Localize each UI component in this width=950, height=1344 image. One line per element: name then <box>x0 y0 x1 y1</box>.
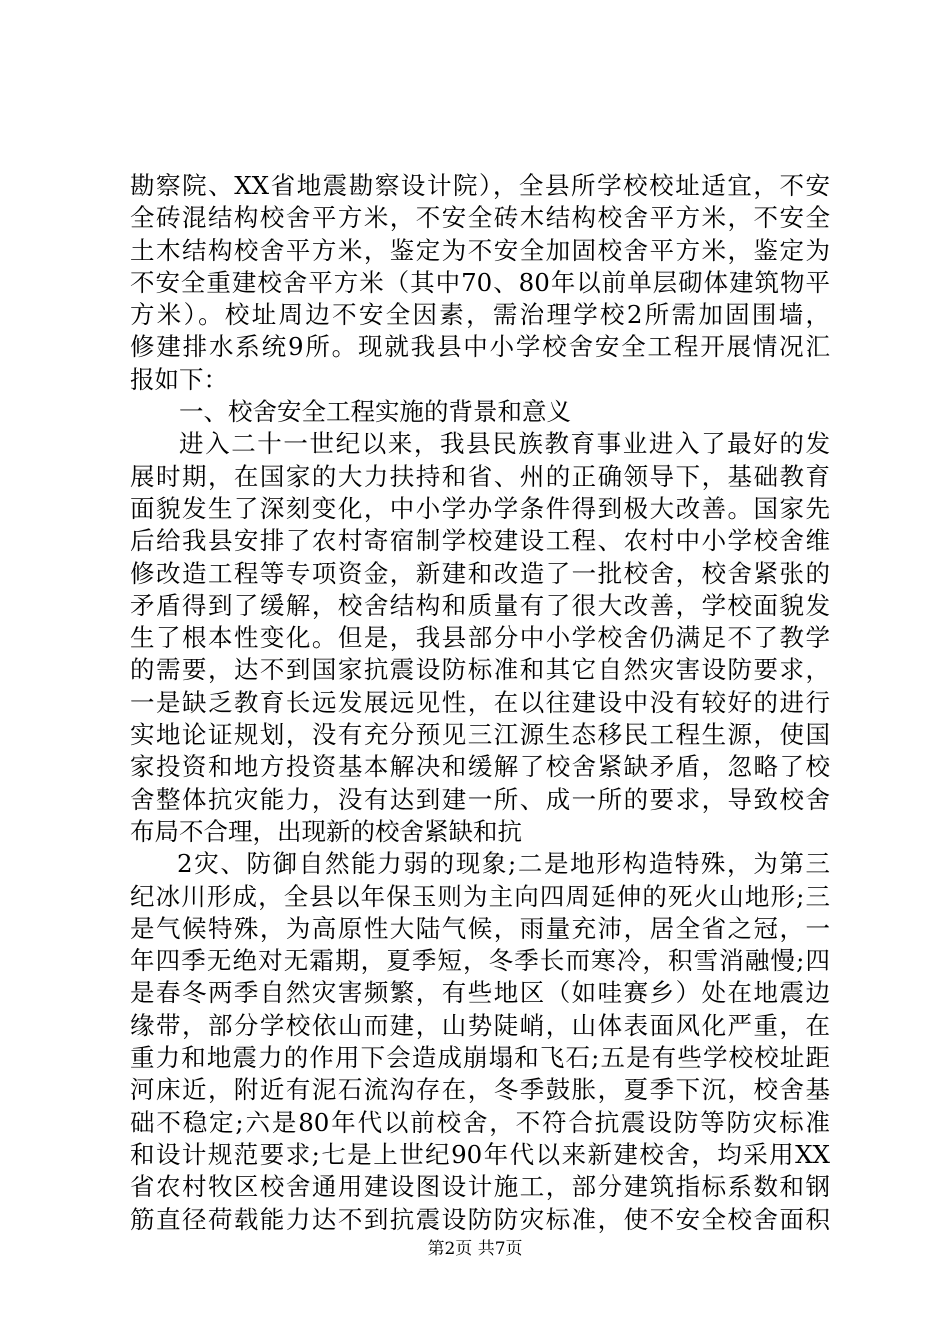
text-line: 筋直径荷载能力达不到抗震设防防灾标准，使不安全校舍面积 <box>130 1204 830 1234</box>
text-line: 布局不合理，出现新的校舍紧缺和抗 <box>130 816 522 846</box>
text-line: 方米）。校址周边不安全因素，需治理学校2所需加固围墙， <box>130 300 830 330</box>
text-line: 是气候特殊，为高原性大陆气候，雨量充沛，居全省之冠，一 <box>130 913 830 943</box>
text-line: 缘带，部分学校依山而建，山势陡峭，山体表面风化严重，在 <box>130 1010 830 1040</box>
text-line: 是春冬两季自然灾害频繁，有些地区（如哇赛乡）处在地震边 <box>130 978 830 1008</box>
text-line: 河床近，附近有泥石流沟存在，冬季鼓胀，夏季下沉，校舍基 <box>130 1075 830 1105</box>
text-line: 展时期，在国家的大力扶持和省、州的正确领导下，基础教育 <box>130 461 830 491</box>
text-line: 省农村牧区校舍通用建设图设计施工，部分建筑指标系数和钢 <box>130 1172 830 1202</box>
text-line: 重力和地震力的作用下会造成崩塌和飞石;五是有些学校校址距 <box>130 1043 830 1073</box>
text-line: 修建排水系统9所。现就我县中小学校舍安全工程开展情况汇 <box>130 332 830 362</box>
text-line: 年四季无绝对无霜期，夏季短，冬季长而寒冷，积雪消融慢;四 <box>130 946 830 976</box>
text-line: 纪冰川形成，全县以年保玉则为主向四周延伸的死火山地形;三 <box>130 881 830 911</box>
text-line: 不安全重建校舍平方米（其中70、80年以前单层砌体建筑物平 <box>130 267 830 297</box>
text-line: 报如下： <box>130 364 228 394</box>
text-line: 舍整体抗灾能力，没有达到建一所、成一所的要求，导致校舍 <box>130 784 830 814</box>
text-line: 础不稳定;六是80年代以前校舍，不符合抗震设防等防灾标准 <box>130 1107 830 1137</box>
text-line: 的需要，达不到国家抗震设防标准和其它自然灾害设防要求， <box>130 655 830 685</box>
section-heading: 一、校舍安全工程实施的背景和意义 <box>179 397 571 427</box>
text-line: 矛盾得到了缓解，校舍结构和质量有了很大改善，学校面貌发 <box>130 590 830 620</box>
document-body <box>130 170 830 1236</box>
text-line: 后给我县安排了农村寄宿制学校建设工程、农村中小学校舍维 <box>130 526 830 556</box>
text-line: 勘察院、XX省地震勘察设计院），全县所学校校址适宜，不安 <box>130 171 830 200</box>
text-line: 一是缺乏教育长远发展远见性，在以往建设中没有较好的进行 <box>130 687 830 717</box>
text-line: 实地论证规划，没有充分预见三江源生态移民工程生源，使国 <box>130 720 830 750</box>
page-number-footer: 第2页 共7页 <box>427 1239 523 1259</box>
text-line: 土木结构校舍平方米，鉴定为不安全加固校舍平方米，鉴定为 <box>130 235 830 265</box>
text-line: 面貌发生了深刻变化，中小学办学条件得到极大改善。国家先 <box>130 493 830 523</box>
text-line: 进入二十一世纪以来，我县民族教育事业进入了最好的发 <box>179 429 830 459</box>
text-line: 生了根本性变化。但是，我县部分中小学校舍仍满足不了教学 <box>130 623 830 653</box>
text-line: 2灾、防御自然能力弱的现象;二是地形构造特殊，为第三 <box>177 849 830 879</box>
text-line: 家投资和地方投资基本解决和缓解了校舍紧缺矛盾，忽略了校 <box>130 752 830 782</box>
text-line: 修改造工程等专项资金，新建和改造了一批校舍，校舍紧张的 <box>130 558 830 588</box>
text-line: 全砖混结构校舍平方米，不安全砖木结构校舍平方米，不安全 <box>130 203 830 233</box>
text-line: 和设计规范要求;七是上世纪90年代以来新建校舍，均采用XX <box>130 1139 830 1169</box>
